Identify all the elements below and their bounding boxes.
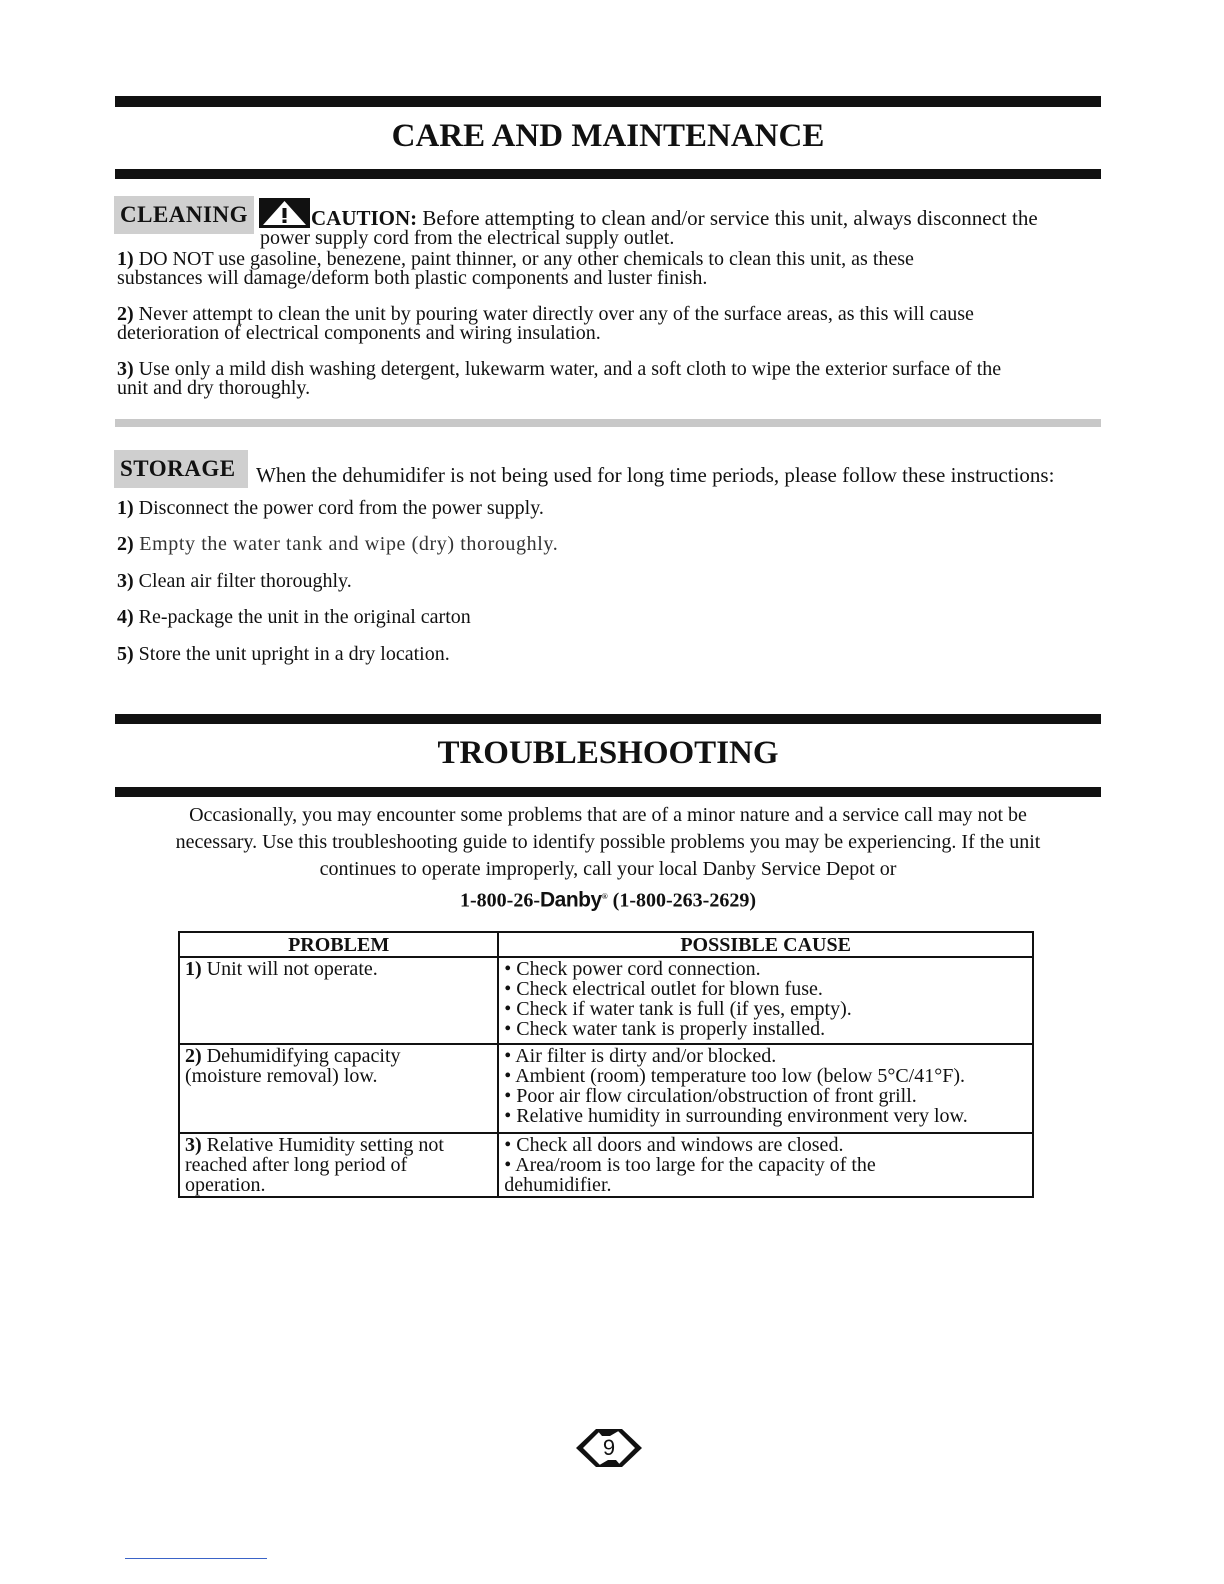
cleaning-item-3 [117, 360, 1101, 398]
table-row [179, 1133, 1033, 1197]
item-number: 2) [117, 303, 134, 325]
item-text: Store the unit upright in a dry location. [133, 643, 450, 665]
caution-label: CAUTION: [311, 206, 418, 230]
footer-link-line [125, 1558, 267, 1559]
cause-cell [498, 1044, 1033, 1133]
caution-line-2: power supply cord from the electrical supply outlet. [260, 227, 675, 249]
problem-text: Unit will not operate. [201, 958, 378, 980]
storage-item-2 [117, 533, 558, 555]
problem-cell [179, 957, 498, 1044]
cause-item: • Poor air flow circulation/obstruction of front grill. [504, 1085, 917, 1107]
storage-item-5 [117, 643, 450, 665]
storage-item-1 [117, 497, 544, 519]
column-header-problem: PROBLEM [179, 932, 498, 957]
cause-cell [498, 1133, 1033, 1197]
phone-prefix: 1-800-26- [460, 889, 540, 912]
storage-tag: STORAGE [114, 450, 248, 488]
cause-item: • Area/room is too large for the capacity of the [504, 1154, 876, 1176]
item-text: Empty the water tank and wipe (dry) thoroughly. [133, 533, 559, 555]
cause-cell [498, 957, 1033, 1044]
cause-item: • Relative humidity in surrounding environment very low. [504, 1105, 968, 1127]
problem-cell [179, 1044, 498, 1133]
item-number: 1) [117, 497, 134, 519]
troubleshooting-table [178, 931, 1034, 1198]
troubleshooting-top-rule [115, 714, 1101, 724]
item-text: Clean air filter thoroughly. [133, 570, 352, 592]
caution-line-1 [311, 207, 1038, 229]
item-text: substances will damage/deform both plastic components and luster finish. [117, 267, 708, 289]
troubleshooting-bottom-rule [115, 787, 1101, 797]
troubleshooting-intro-1: Occasionally, you may encounter some problems that are of a minor nature and a service call may not be [189, 804, 1027, 826]
care-title: CARE AND MAINTENANCE [391, 118, 825, 154]
cause-item: • Check if water tank is full (if yes, empty). [504, 998, 852, 1020]
cleaning-item-1 [117, 250, 1101, 288]
table-row [179, 957, 1033, 1044]
item-text: unit and dry thoroughly. [117, 377, 311, 399]
problem-text: (moisture removal) low. [185, 1065, 378, 1087]
problem-text: Dehumidifying capacity [201, 1045, 401, 1067]
cause-item: • Check electrical outlet for blown fuse. [504, 978, 823, 1000]
troubleshooting-intro-2: necessary. Use this troubleshooting guide to identify possible problems you may be experiencing. If the unit [175, 831, 1041, 853]
item-text: Re-package the unit in the original carton [133, 606, 471, 628]
cleaning-tag: CLEANING [114, 196, 254, 234]
item-text: DO NOT use gasoline, benezene, paint thinner, or any other chemicals to clean this unit, as these [133, 248, 914, 270]
caution-text-1: Before attempting to clean and/or service this unit, always disconnect the [417, 206, 1038, 230]
table-row [179, 1044, 1033, 1133]
cause-item: • Air filter is dirty and/or blocked. [504, 1045, 777, 1067]
warning-icon [259, 198, 310, 228]
item-number: 5) [117, 643, 134, 665]
item-text: Disconnect the power cord from the power supply. [133, 497, 544, 519]
table-header-row [179, 932, 1033, 957]
problem-text: reached after long period of [185, 1154, 408, 1176]
item-number: 3) [117, 570, 134, 592]
cause-item: • Check all doors and windows are closed. [504, 1134, 844, 1156]
problem-text: Relative Humidity setting not [201, 1134, 444, 1156]
page-number-badge [574, 1426, 644, 1470]
cause-item: • Check water tank is properly installed. [504, 1018, 826, 1040]
item-text: Use only a mild dish washing detergent, lukewarm water, and a soft cloth to wipe the exterior surface of the [133, 358, 1002, 380]
phone-line: 1-800-26-Danby® (1-800-263-2629) [460, 888, 756, 912]
page-number: 9 [602, 1435, 616, 1460]
item-number: 2) [117, 533, 134, 555]
top-rule [115, 96, 1101, 107]
cleaning-item-2 [117, 305, 1101, 343]
danby-logo: Danby [540, 888, 602, 912]
item-number: 1) [117, 248, 134, 270]
row-number: 2) [185, 1045, 202, 1067]
cause-item: dehumidifier. [504, 1174, 612, 1196]
item-text: deterioration of electrical components and wiring insulation. [117, 322, 601, 344]
problem-cell [179, 1133, 498, 1197]
care-bottom-rule [115, 169, 1101, 179]
storage-item-4 [117, 606, 471, 628]
troubleshooting-intro-3: continues to operate improperly, call your local Danby Service Depot or [319, 858, 897, 880]
problem-text: operation. [185, 1174, 266, 1196]
storage-item-3 [117, 570, 352, 592]
column-header-cause: POSSIBLE CAUSE [498, 932, 1033, 957]
item-number: 4) [117, 606, 134, 628]
phone-suffix: (1-800-263-2629) [607, 889, 756, 912]
row-number: 1) [185, 958, 202, 980]
section-divider [115, 419, 1101, 427]
storage-intro: When the dehumidifer is not being used for long time periods, please follow these instructions: [256, 463, 1055, 487]
cause-item: • Check power cord connection. [504, 958, 761, 980]
item-number: 3) [117, 358, 134, 380]
row-number: 3) [185, 1134, 202, 1156]
troubleshooting-title: TROUBLESHOOTING [437, 735, 779, 771]
cause-item: • Ambient (room) temperature too low (below 5°C/41°F). [504, 1065, 965, 1087]
item-text: Never attempt to clean the unit by pouring water directly over any of the surface areas, as this will cause [133, 303, 974, 325]
